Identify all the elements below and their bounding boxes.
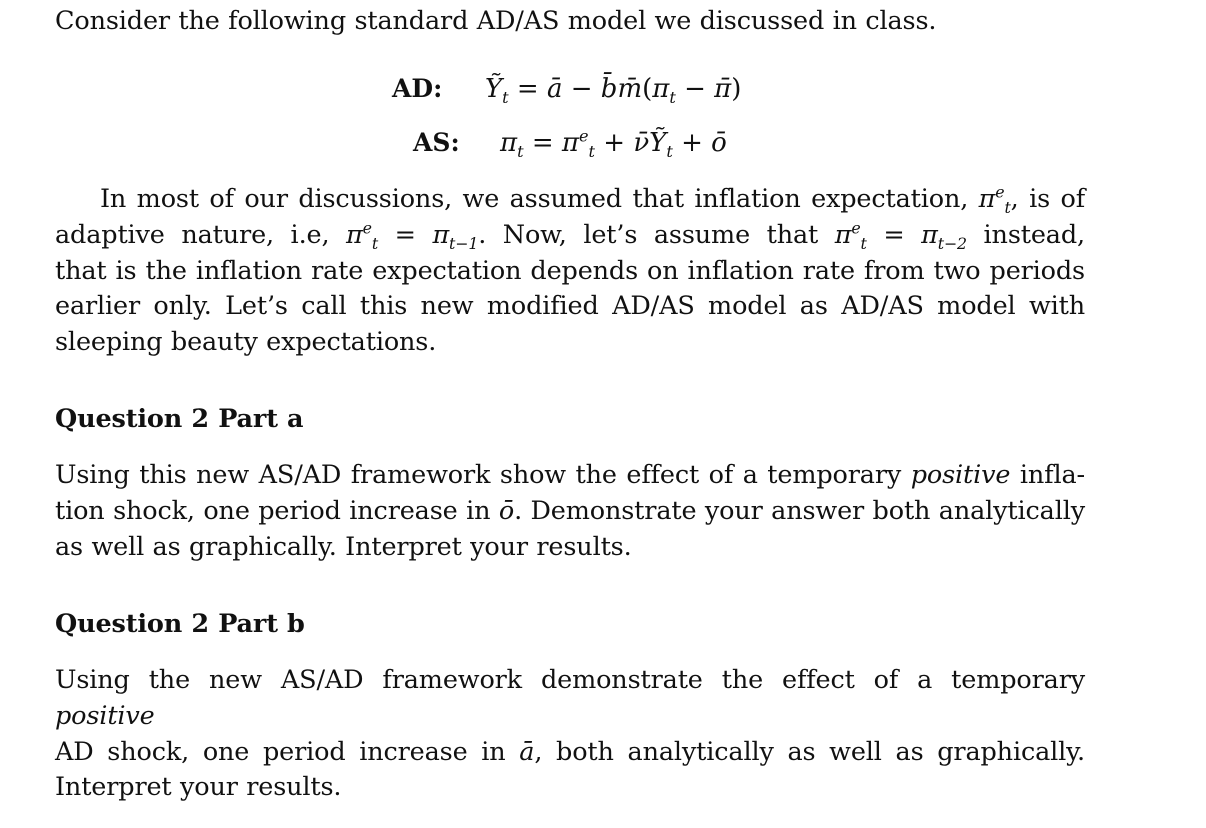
intro-sentence: Consider the following standard AD/AS model we discussed in class. — [55, 6, 937, 36]
question-2a-text — [55, 458, 1085, 565]
document-page — [55, 0, 1087, 828]
question-line: AD shock, one period increase in ā, both analytically as well as graphically. — [55, 736, 1085, 767]
question-2a-heading: Question 2 Part a — [55, 404, 304, 434]
question-line: Using this new AS/AD framework show the effect of a temporary positive infla- — [55, 460, 1085, 490]
paragraph-line: adaptive nature, i.e, $\pi^e_t = \pi_{t-1}$. Now, let’s assume that $\pi^e_t = \pi_{t-2}$ instead, — [55, 218, 1085, 253]
paragraph-line: sleeping beauty expectations. — [55, 327, 437, 358]
question-line: as well as graphically. Interpret your results. — [55, 531, 632, 562]
question-2b-heading: Question 2 Part b — [55, 609, 305, 639]
question-line: Interpret your results. — [55, 772, 342, 803]
question-2b-text — [55, 663, 1085, 806]
paragraph-line: In most of our discussions, we assumed that inflation expectation, $\pi^e_t$, is of — [100, 182, 1085, 218]
expectations-paragraph — [55, 182, 1085, 361]
paragraph-line: that is the inflation rate expectation depends on inflation rate from two periods — [55, 255, 1085, 286]
question-line: Using the new AS/AD framework demonstrate the effect of a temporary positive — [55, 665, 1085, 731]
as-equation-label: AS: — [413, 128, 460, 157]
question-line: tion shock, one period increase in ō. Demonstrate your answer both analytically — [55, 495, 1085, 526]
paragraph-line: earlier only. Let’s call this new modified AD/AS model as AD/AS model with — [55, 291, 1085, 322]
ad-equation-label: AD: — [392, 74, 443, 103]
as-equation-expression: $\pi_t = \pi^e_t$ + ν̄Ỹ$_t$ + ō — [500, 126, 727, 162]
ad-equation-expression: Ỹ$_t$ = ā − $b̄m̄(\pi_t$ − π̄) — [485, 74, 742, 108]
